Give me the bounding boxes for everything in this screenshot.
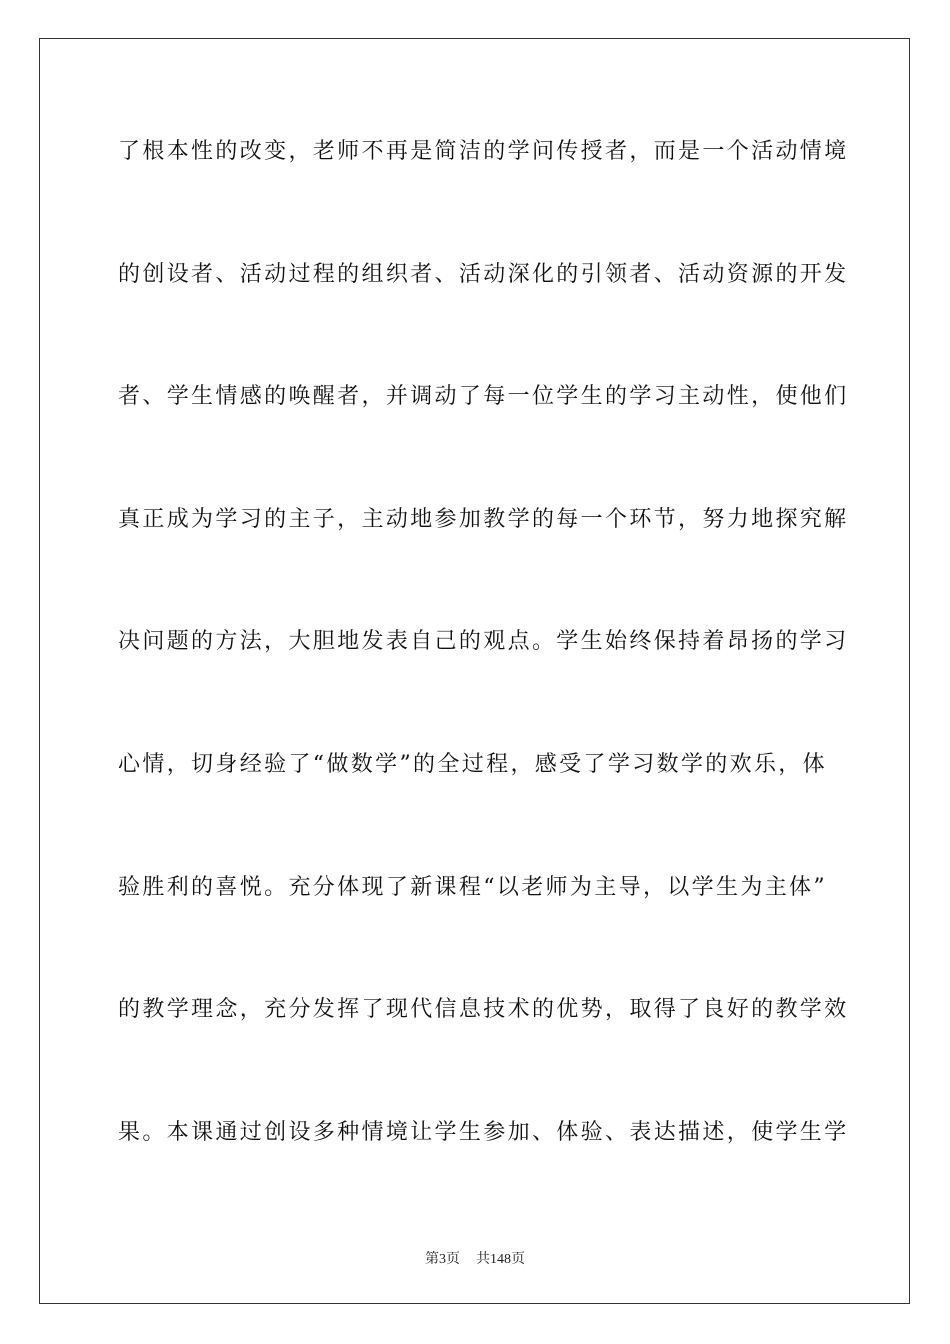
- text-line: 的教学理念，充分发挥了现代信息技术的优势，取得了良好的教学效: [118, 997, 849, 1023]
- text-line: 决问题的方法，大胆地发表自己的观点。学生始终保持着昂扬的学习: [118, 629, 849, 655]
- text-line: 的创设者、活动过程的组织者、活动深化的引领者、活动资源的开发: [118, 261, 849, 287]
- text-line: 心情，切身经验了“做数学”的全过程，感受了学习数学的欢乐，体: [118, 751, 827, 777]
- text-line: 者、学生情感的唤醒者，并调动了每一位学生的学习主动性，使他们: [118, 384, 849, 410]
- page-number: 第3页: [425, 1252, 460, 1267]
- document-body: [118, 128, 849, 1231]
- page-footer: [0, 1248, 950, 1268]
- text-line: 验胜利的喜悦。充分体现了新课程“以老师为主导，以学生为主体”: [118, 874, 827, 900]
- page-total: 共148页: [476, 1252, 525, 1267]
- text-line: 果。本课通过创设多种情境让学生参加、体验、表达描述，使学生学: [118, 1119, 849, 1145]
- text-line: 了根本性的改变，老师不再是简洁的学问传授者，而是一个活动情境: [118, 139, 849, 164]
- text-line: 真正成为学习的主子，主动地参加教学的每一个环节，努力地探究解: [118, 506, 849, 532]
